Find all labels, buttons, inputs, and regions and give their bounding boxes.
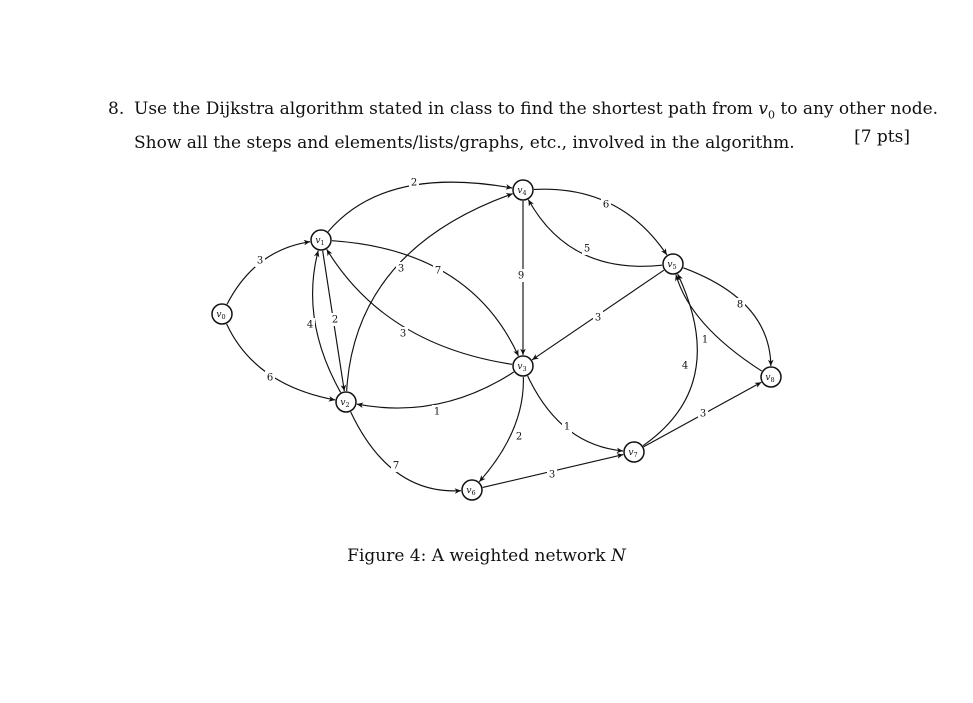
edge-weight-v4-v5: 6 [602,199,610,211]
node-label-subscript: 6 [471,489,476,497]
edge-weight-v4-v3: 9 [517,270,525,282]
edge-v0-to-v2 [227,324,336,400]
node-label-base: v [466,486,472,496]
edge-v3-to-v7 [528,376,623,451]
points-label: [7 pts] [854,127,910,147]
source-node-var: $v_0$ [758,99,775,122]
edge-weight-v6-v7: 3 [548,469,556,481]
edge-weight-v2-v1: 4 [306,319,314,331]
node-v7 [624,442,644,462]
edge-v8-to-v5 [676,275,762,371]
edge-v2-to-v6 [351,412,461,491]
edge-weight-v3-v1: 3 [399,328,407,340]
edge-v3-to-v6 [479,377,523,482]
node-label-subscript: 3 [522,365,527,373]
edge-v3-to-v2 [357,372,514,408]
node-label-subscript: 1 [320,239,325,247]
edge-weight-v1-v4: 2 [410,177,418,189]
problem-text-line-2: Show all the steps and elements/lists/graphs, etc., involved in the algorithm. [134,133,795,154]
node-v0 [212,304,232,324]
node-label-subscript: 4 [522,189,527,197]
node-v1 [311,230,331,250]
node-label-subscript: 0 [221,313,226,321]
edge-weight-v2-v4: 3 [397,263,405,275]
edge-weight-v0-v2: 6 [266,372,274,384]
edge-v5-to-v8 [683,268,771,366]
edge-weight-v1-v3: 7 [434,265,442,277]
node-label-base: v [765,373,771,383]
edge-v3-to-v1 [327,249,512,364]
node-label-base: v [340,398,346,408]
edges-layer [227,182,771,491]
problem-text-part-2: to any other node. [774,99,939,119]
node-v2 [336,392,356,412]
node-label-base: v [667,260,673,270]
node-label-base: v [517,362,523,372]
edge-v2-to-v4 [347,194,513,391]
edge-weights-layer [255,176,745,481]
node-label-subscript: 8 [770,376,775,384]
edge-v0-to-v1 [227,242,310,305]
edge-v4-to-v5 [534,189,667,255]
node-v5 [663,254,683,274]
edge-weight-v1-v2: 2 [331,314,339,326]
edge-weight-v5-v4: 5 [583,243,591,255]
edge-weight-v3-v6: 2 [515,431,523,443]
edge-weight-v5-v3: 3 [594,312,602,324]
figure-caption [0,546,973,566]
edge-weight-v0-v1: 3 [256,255,264,267]
edge-weight-v7-v5: 4 [681,360,689,372]
node-label-subscript: 2 [345,401,350,409]
node-label-base: v [216,310,222,320]
edge-v1-to-v4 [328,182,512,232]
caption-text: Figure 4: A weighted network [347,546,611,566]
edge-weight-v8-v5: 1 [701,334,709,346]
edge-weight-v3-v7: 1 [563,421,571,433]
node-label-base: v [517,186,523,196]
nodes-layer [212,177,781,500]
node-v3 [513,356,533,376]
edge-v5-to-v4 [528,200,662,267]
node-label-subscript: 5 [672,263,677,271]
edge-weight-v3-v2: 1 [433,406,441,418]
edge-weight-v2-v6: 7 [392,460,400,472]
edge-weight-v5-v8: 8 [736,299,744,311]
node-label-base: v [315,236,321,246]
edge-weight-v7-v8: 3 [699,408,707,420]
caption-network-var: N [610,546,626,566]
problem-number: 8. [108,99,125,119]
node-label-base: v [628,448,634,458]
node-v4 [513,180,533,200]
node-label-subscript: 7 [633,451,638,459]
problem-text-part-1: Use the Dijkstra algorithm stated in class to find the shortest path from [134,99,759,119]
node-v6 [462,480,482,500]
node-v8 [761,367,781,387]
